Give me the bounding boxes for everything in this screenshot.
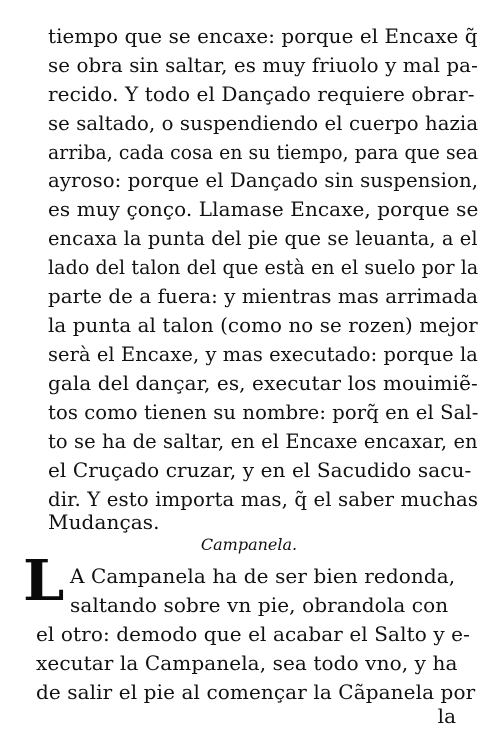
text-line-14: tos como tienen su nombre: porq̃ en el Sal- [48, 400, 479, 424]
text-line-21: el otro: demodo que el acabar el Salto y e- [36, 622, 470, 646]
text-line-4: se saltado, o suspendiendo el cuerpo hazia [48, 111, 479, 135]
text-line-5: arriba, cada cosa en su tiempo, para que sea [48, 140, 479, 164]
text-line-22: xecutar la Campanela, sea todo vno, y ha [36, 651, 458, 675]
text-line-18: Mudanças. [48, 510, 160, 534]
text-line-16: el Cruçado cruzar, y en el Sacudido sacu- [48, 458, 472, 482]
text-line-20: saltando sobre vn pie, obrandola con [70, 593, 449, 617]
drop-cap: L [22, 548, 65, 614]
text-line-9: lado del talon del que està en el suelo por la [48, 255, 479, 279]
section-heading: Campanela. [200, 535, 298, 554]
text-line-10: parte de a fuera: y mientras mas arrimada [48, 284, 479, 308]
text-line-7: es muy çonço. Llamase Encaxe, porque se [48, 197, 479, 221]
text-line-3: recido. Y todo el Dançado requiere obrar- [48, 82, 475, 106]
text-line-17: dir. Y esto importa mas, q̃ el saber muchas [48, 487, 479, 511]
text-line-13: gala del dançar, es, executar los mouimiẽ- [48, 371, 478, 395]
text-line-2: se obra sin saltar, es muy friuolo y mal pa- [48, 53, 478, 77]
text-line-6: ayroso: porque el Dançado sin suspension, [48, 168, 479, 192]
text-line-12: serà el Encaxe, y mas executado: porque la [48, 342, 478, 366]
text-line-15: to se ha de saltar, en el Encaxe encaxar, en [48, 429, 478, 453]
catchword: la [437, 704, 456, 728]
text-line-23: de salir el pie al començar la Cãpanela por [36, 680, 476, 704]
text-line-11: la punta al talon (como no se rozen) mejor [48, 313, 478, 337]
text-line-19: A Campanela ha de ser bien redonda, [70, 564, 456, 588]
text-line-8: encaxa la punta del pie que se leuanta, a el [48, 226, 478, 250]
text-line-1: tiempo que se encaxe: porque el Encaxe q̃ [48, 24, 478, 48]
